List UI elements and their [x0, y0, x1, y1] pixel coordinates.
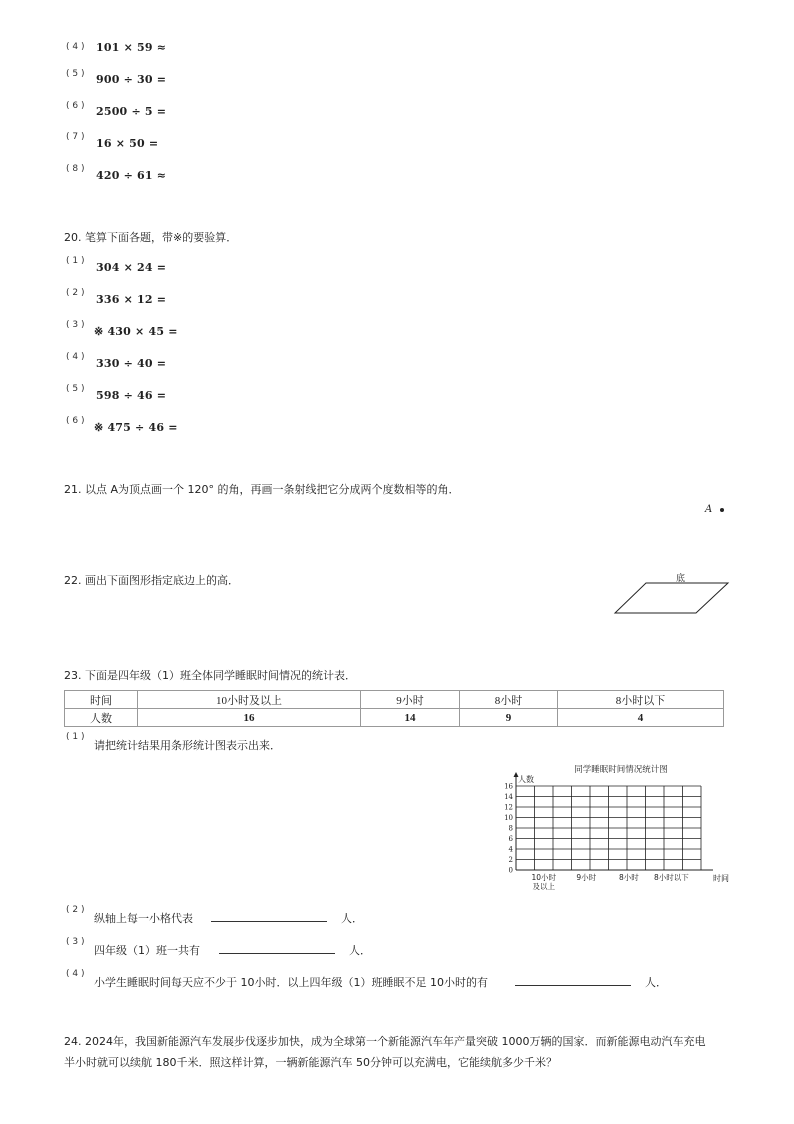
point-a-dot: [720, 508, 724, 512]
base-label: 底: [676, 574, 686, 584]
y-axis-label: 人数: [518, 775, 534, 784]
parallelogram-figure: [612, 580, 732, 616]
q23-sub2-blank[interactable]: [211, 909, 327, 922]
q22-title: 22. 画出下面图形指定底边上的高．: [64, 574, 239, 587]
table-header-cell: 8小时: [460, 691, 558, 709]
table-cell: 人数: [65, 709, 138, 727]
x-category-label: 8小时: [618, 873, 639, 882]
q19-item-num: ( 8 ): [66, 164, 85, 174]
y-tick-label: 14: [504, 793, 513, 801]
q23-sub2-unit: 人．: [341, 912, 363, 925]
q19-item-expr: 420 ÷ 61 ≈: [96, 169, 167, 182]
q20-item-expr: ※ 475 ÷ 46 =: [94, 421, 178, 434]
q20-item-expr: 336 × 12 =: [96, 293, 167, 306]
q23-sub2-text: 纵轴上每一小格代表: [94, 912, 193, 925]
table-header-cell: 8小时以下: [558, 691, 724, 709]
q20-item-num: ( 5 ): [66, 384, 85, 394]
q20-title: 20. 笔算下面各题，带※的要验算．: [64, 231, 238, 244]
x-axis-label: 时间: [713, 874, 729, 883]
q23-sub3-text: 四年级（1）班一共有: [94, 944, 200, 957]
q23-sub1-num: ( 1 ): [66, 732, 85, 742]
x-category-label: 9小时: [576, 873, 597, 882]
q20-item-expr: 598 ÷ 46 =: [96, 389, 167, 402]
q19-item-num: ( 7 ): [66, 132, 85, 142]
chart-title: 同学睡眠时间情况统计图: [574, 765, 668, 775]
q20-item-num: ( 6 ): [66, 416, 85, 426]
q20-item-expr: 304 × 24 =: [96, 261, 167, 274]
q19-item-expr: 101 × 59 ≈: [96, 41, 167, 54]
q23-sub2-num: ( 2 ): [66, 905, 85, 915]
q19-item-expr: 900 ÷ 30 =: [96, 73, 167, 86]
y-tick-label: 10: [504, 814, 513, 822]
point-a: [705, 504, 724, 515]
q19-item-expr: 2500 ÷ 5 =: [96, 105, 167, 118]
table-cell: 9: [460, 709, 558, 727]
q23-title: 23. 下面是四年级（1）班全体同学睡眠时间情况的统计表．: [64, 669, 356, 682]
q20-item-num: ( 1 ): [66, 256, 85, 266]
point-a-label: A: [705, 504, 713, 515]
q20-item-expr: 330 ÷ 40 =: [96, 357, 167, 370]
q20-item-expr: ※ 430 × 45 =: [94, 325, 178, 338]
sleep-stats-table: [64, 690, 724, 727]
q19-item-num: ( 6 ): [66, 101, 85, 111]
parallelogram: [615, 583, 728, 613]
table-header-cell: 时间: [65, 691, 138, 709]
q23-sub3-blank[interactable]: [219, 941, 335, 954]
q20-item-num: ( 4 ): [66, 352, 85, 362]
y-tick-label: 12: [504, 803, 513, 812]
table-row: [65, 691, 724, 709]
y-tick-label: 0: [508, 866, 513, 875]
y-tick-label: 6: [508, 835, 513, 843]
sleep-bar-chart: [496, 760, 736, 895]
y-tick-label: 2: [508, 856, 513, 864]
q23-sub4-unit: 人．: [645, 976, 667, 989]
x-category-label: 及以上: [532, 882, 555, 891]
table-cell: 4: [558, 709, 724, 727]
table-row: [65, 709, 724, 727]
table-cell: 16: [138, 709, 361, 727]
q23-sub3-num: ( 3 ): [66, 937, 85, 947]
y-tick-label: 4: [508, 845, 513, 854]
x-category-label: 10小时: [531, 873, 557, 882]
q24-line1: 24. 2024年，我国新能源汽车发展步伐逐步加快，成为全球第一个新能源汽车年产量突破 1000万辆的国家．而新能源电动汽车充电: [64, 1035, 706, 1048]
y-tick-label: 8: [508, 824, 513, 833]
q19-item-num: ( 4 ): [66, 42, 85, 52]
q23-sub4-num: ( 4 ): [66, 969, 85, 979]
q23-sub4-text: 小学生睡眠时间每天应不少于 10小时．以上四年级（1）班睡眠不足 10小时的有: [94, 976, 488, 989]
table-header-cell: 9小时: [361, 691, 460, 709]
q20-item-num: ( 3 ): [66, 320, 85, 330]
x-category-label: 8小时以下: [654, 873, 689, 882]
q23-sub3-unit: 人．: [349, 944, 371, 957]
q21-title: 21. 以点 A为顶点画一个 120° 的角，再画一条射线把它分成两个度数相等的角．: [64, 483, 460, 496]
q20-item-num: ( 2 ): [66, 288, 85, 298]
y-tick-label: 16: [504, 782, 513, 791]
q23-sub1-text: 请把统计结果用条形统计图表示出来．: [94, 739, 281, 752]
q24-line2: 半小时就可以续航 180千米．照这样计算，一辆新能源汽车 50分钟可以充满电，它能续航多少千米？: [64, 1056, 557, 1069]
table-cell: 14: [361, 709, 460, 727]
table-header-cell: 10小时及以上: [138, 691, 361, 709]
q19-item-num: ( 5 ): [66, 69, 85, 79]
q23-sub4-blank[interactable]: [515, 973, 631, 986]
q19-item-expr: 16 × 50 =: [96, 137, 159, 150]
